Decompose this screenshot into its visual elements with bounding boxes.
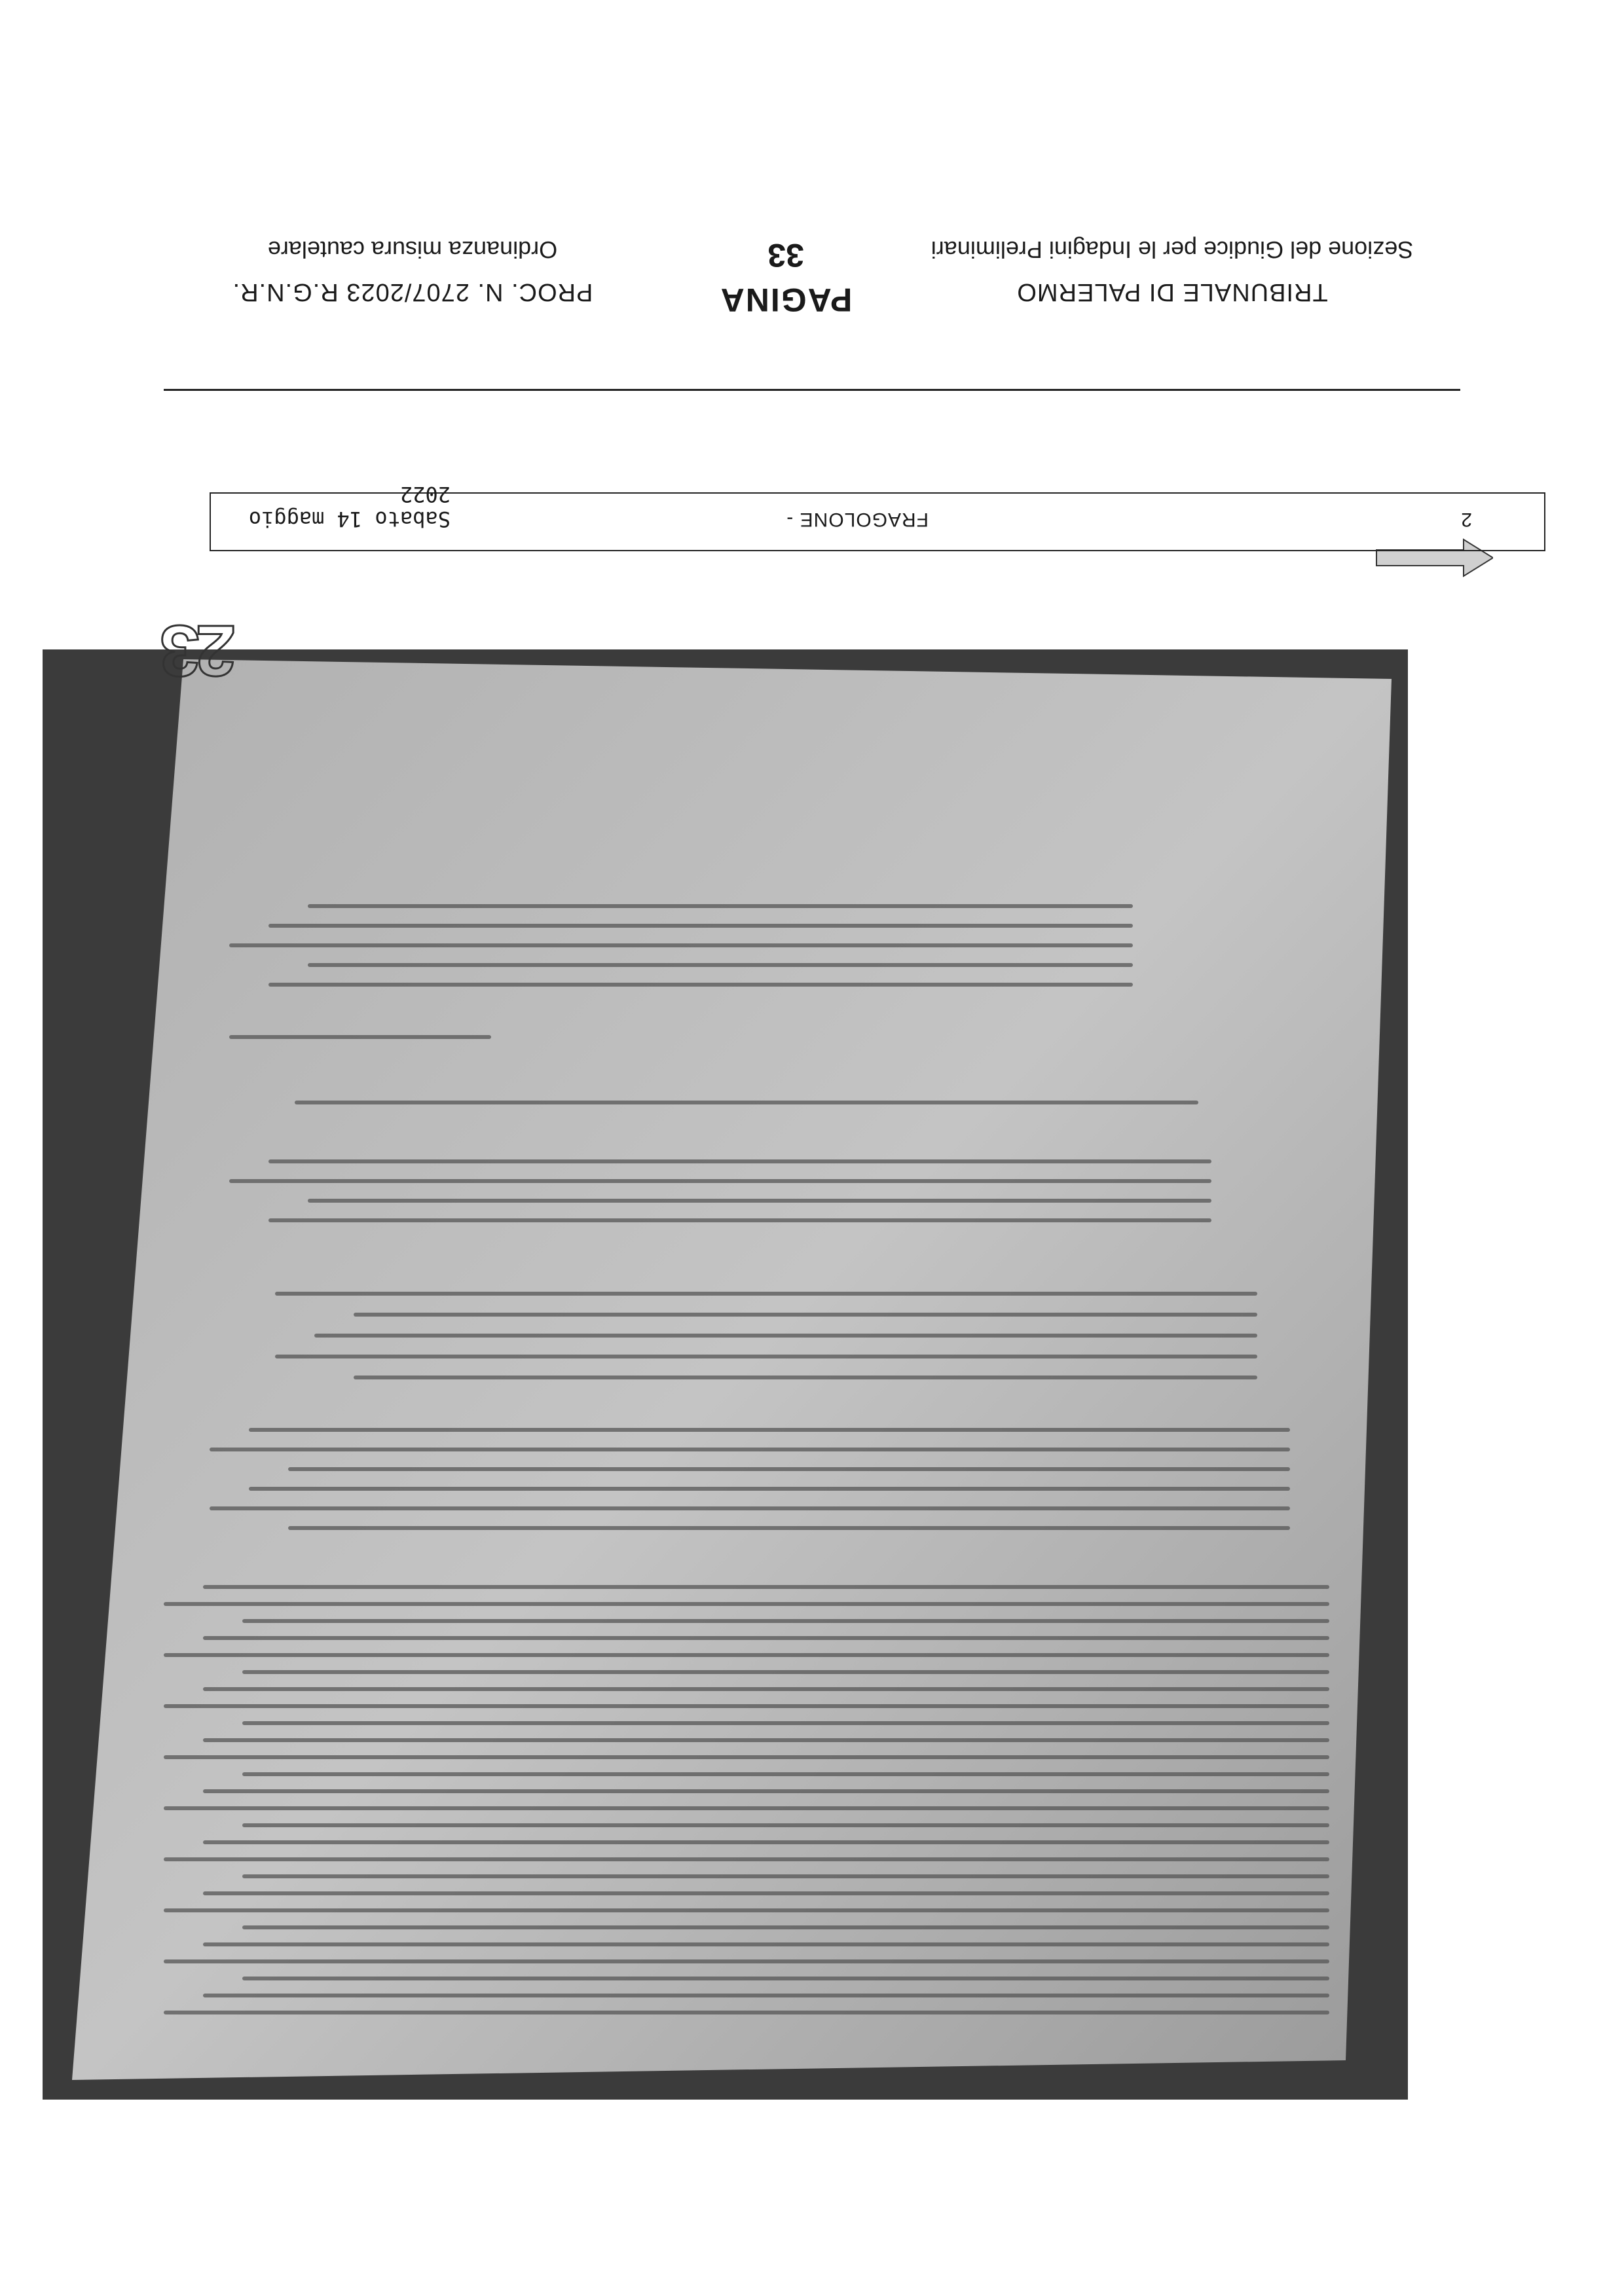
letter-paper	[43, 649, 1408, 2100]
handwriting-line	[268, 983, 1133, 987]
handwriting-line	[249, 1428, 1290, 1432]
handwriting-line	[242, 1925, 1329, 1929]
header-center	[714, 236, 858, 319]
handwriting-line	[229, 943, 1133, 947]
handwriting-line	[275, 1292, 1257, 1296]
handwriting-line	[268, 1159, 1211, 1163]
handwriting-line	[164, 1602, 1329, 1606]
handwriting-line	[242, 1670, 1329, 1674]
handwriting-line	[288, 1467, 1290, 1471]
handwriting-line	[242, 1772, 1329, 1776]
stamped-page-number: 23	[163, 610, 236, 691]
handwriting-line	[164, 1959, 1329, 1963]
page-number: 33	[767, 237, 804, 274]
handwriting-line	[308, 1199, 1211, 1203]
handwriting-line	[249, 1487, 1290, 1491]
ordinance-label: Ordinanza misura cautelare	[267, 236, 558, 263]
handwriting-line	[242, 1874, 1329, 1878]
header-left	[910, 236, 1434, 306]
header-divider	[164, 389, 1460, 391]
handwriting-line	[242, 1619, 1329, 1623]
handwriting-line	[268, 1218, 1211, 1222]
handwriting-line	[308, 904, 1133, 908]
handwriting-line	[164, 1755, 1329, 1759]
handwriting-line	[295, 1101, 1198, 1104]
handwriting-line	[203, 1585, 1329, 1589]
letter-photo	[43, 610, 1408, 2100]
pagina-label: PAGINA	[719, 282, 853, 318]
handwriting-line	[164, 1857, 1329, 1861]
handwriting-line	[164, 1653, 1329, 1657]
handwriting-line	[308, 963, 1133, 967]
caption-number: 2	[1461, 509, 1472, 530]
handwriting-line	[275, 1355, 1257, 1358]
handwriting-line	[229, 1179, 1211, 1183]
handwriting-line	[229, 1035, 491, 1039]
handwriting-line	[203, 1687, 1329, 1691]
handwriting-line	[268, 924, 1133, 928]
handwriting-line	[203, 1942, 1329, 1946]
handwriting-line	[203, 1994, 1329, 1997]
handwriting-line	[242, 1823, 1329, 1827]
handwriting-line	[242, 1721, 1329, 1725]
caption-box	[210, 482, 1545, 551]
court-section: Sezione del Giudice per le Indagini Preliminari	[931, 236, 1414, 263]
handwriting-line	[288, 1526, 1290, 1530]
handwriting-line	[210, 1506, 1290, 1510]
handwriting-line	[354, 1313, 1257, 1317]
handwriting-line	[164, 1806, 1329, 1810]
handwriting-line	[203, 1840, 1329, 1844]
handwriting-line	[164, 2011, 1329, 2014]
handwriting-line	[203, 1891, 1329, 1895]
handwriting-line	[164, 1908, 1329, 1912]
proc-number: PROC. N. 2707/2023 R.G.N.R.	[232, 278, 593, 306]
handwriting-line	[354, 1376, 1257, 1379]
handwriting-line	[203, 1738, 1329, 1742]
handwriting-line	[242, 1977, 1329, 1980]
handwriting-line	[203, 1789, 1329, 1793]
handwriting-line	[203, 1636, 1329, 1640]
court-name: TRIBUNALE DI PALERMO	[1016, 278, 1328, 306]
caption-name: FRAGOLONE -	[786, 509, 929, 530]
caption-date: Sabato 14 maggio 2022	[248, 482, 451, 532]
handwriting-line	[210, 1448, 1290, 1451]
handwriting-line	[164, 1704, 1329, 1708]
handwriting-line	[314, 1334, 1257, 1338]
header-right	[177, 236, 648, 306]
